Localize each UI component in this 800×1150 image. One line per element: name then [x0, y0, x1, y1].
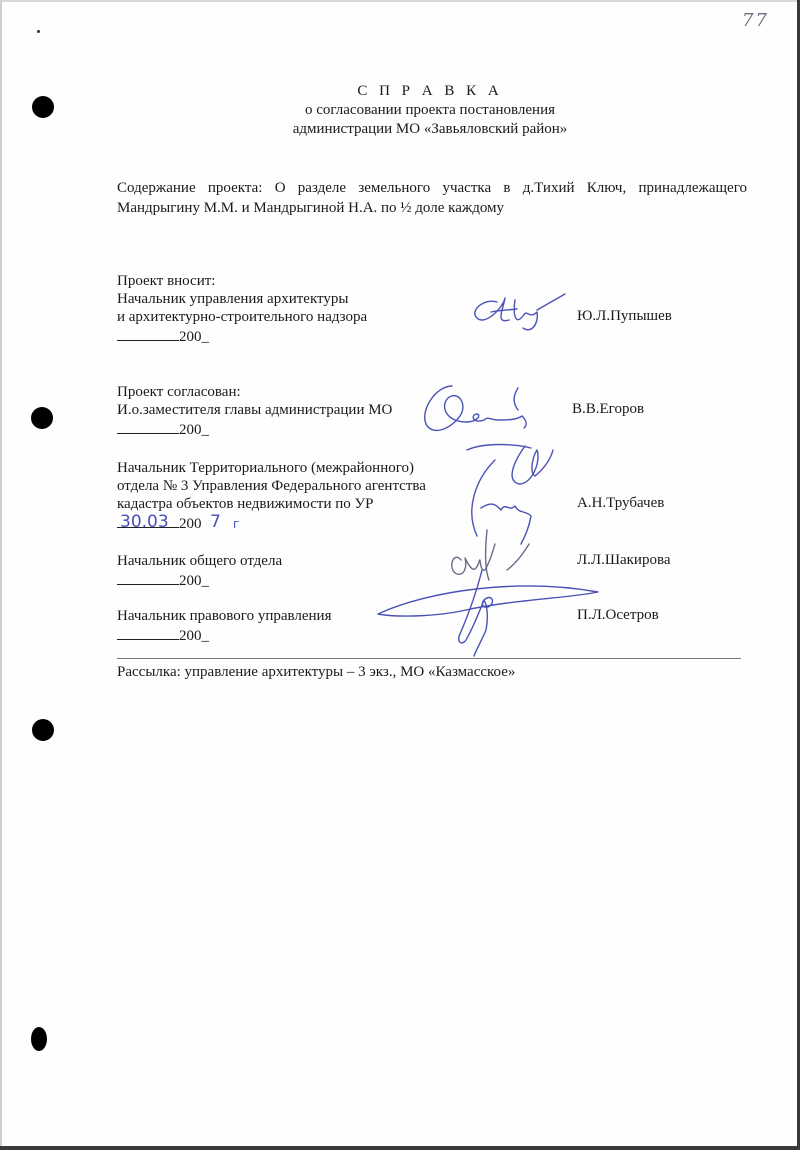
date-year: 200_ [179, 628, 209, 644]
date-blank [117, 570, 179, 585]
date-year: 200_ [179, 573, 209, 589]
date-blank [117, 419, 179, 434]
document-title: С П Р А В К А [357, 83, 503, 99]
mailing-list: Рассылка: управление архитектуры – 3 экз., МО «Казмасское» [117, 664, 516, 680]
date-blank [117, 326, 179, 341]
submitter-position-line1: Начальник управления архитектуры [117, 291, 349, 307]
approver-4-position: Начальник правового управления [117, 608, 332, 624]
title-block [200, 82, 660, 139]
approver-4-name: П.Л.Осетров [577, 607, 659, 623]
approver-2-position-line1: Начальник Территориального (межрайонного) [117, 460, 414, 476]
approver-3-position: Начальник общего отдела [117, 553, 283, 569]
submitted-heading: Проект вносит: [117, 273, 216, 289]
date-year: 200 [179, 516, 202, 532]
submitter-name: Ю.Л.Пупышев [577, 308, 672, 324]
scan-edge-left [0, 0, 2, 1150]
approver-1-position: И.о.заместителя главы администрации МО [117, 402, 393, 418]
approver-1-section [117, 383, 392, 439]
scan-speck [37, 30, 40, 33]
document-subtitle-line2: администрации МО «Завьяловский район» [292, 121, 568, 137]
signature-osetrov [370, 570, 650, 660]
punch-hole [32, 719, 54, 741]
approver-1-date-field [117, 419, 392, 439]
signature-pupyshev [465, 290, 575, 340]
document-subtitle-line1: о согласовании проекта постановления [304, 102, 556, 118]
approver-4-date-field [117, 625, 331, 645]
date-year: 200_ [179, 422, 209, 438]
content-label: Содержание проекта: [117, 180, 263, 196]
handwritten-year-mark: г [233, 517, 240, 531]
approver-3-date-field [117, 570, 282, 590]
scan-edge-top [0, 0, 800, 2]
submitted-by-section [117, 272, 367, 346]
punch-hole [32, 96, 54, 118]
scan-edge-bottom [0, 1146, 800, 1150]
handwritten-date: 30.03 [120, 512, 169, 532]
handwritten-page-number: 77 [742, 10, 769, 31]
submitter-date-field [117, 326, 367, 346]
handwritten-year-digit: 7 [210, 512, 221, 532]
punch-hole [31, 1027, 47, 1051]
approver-4-section [117, 607, 331, 645]
approver-2-position-line2: отдела № 3 Управления Федерального агентства [117, 478, 426, 494]
approver-3-section [117, 552, 282, 590]
content-text: О разделе земельного участка в д.Тихий Ключ, принадлежащего Мандрыгину М.М. и Мандрыгиной Н.А. по ½ доле каждому [117, 180, 747, 216]
approver-3-name: Л.Л.Шакирова [577, 552, 671, 568]
approver-2-position-line3: кадастра объектов недвижимости по УР [117, 496, 374, 512]
approved-heading: Проект согласован: [117, 384, 241, 400]
punch-hole [31, 407, 53, 429]
approver-1-name: В.В.Егоров [572, 401, 645, 417]
date-blank [117, 625, 179, 640]
approver-2-name: А.Н.Трубачев [577, 495, 665, 511]
submitter-position-line2: и архитектурно-строительного надзора [117, 309, 368, 325]
project-content [117, 178, 747, 218]
date-year: 200_ [179, 329, 209, 345]
